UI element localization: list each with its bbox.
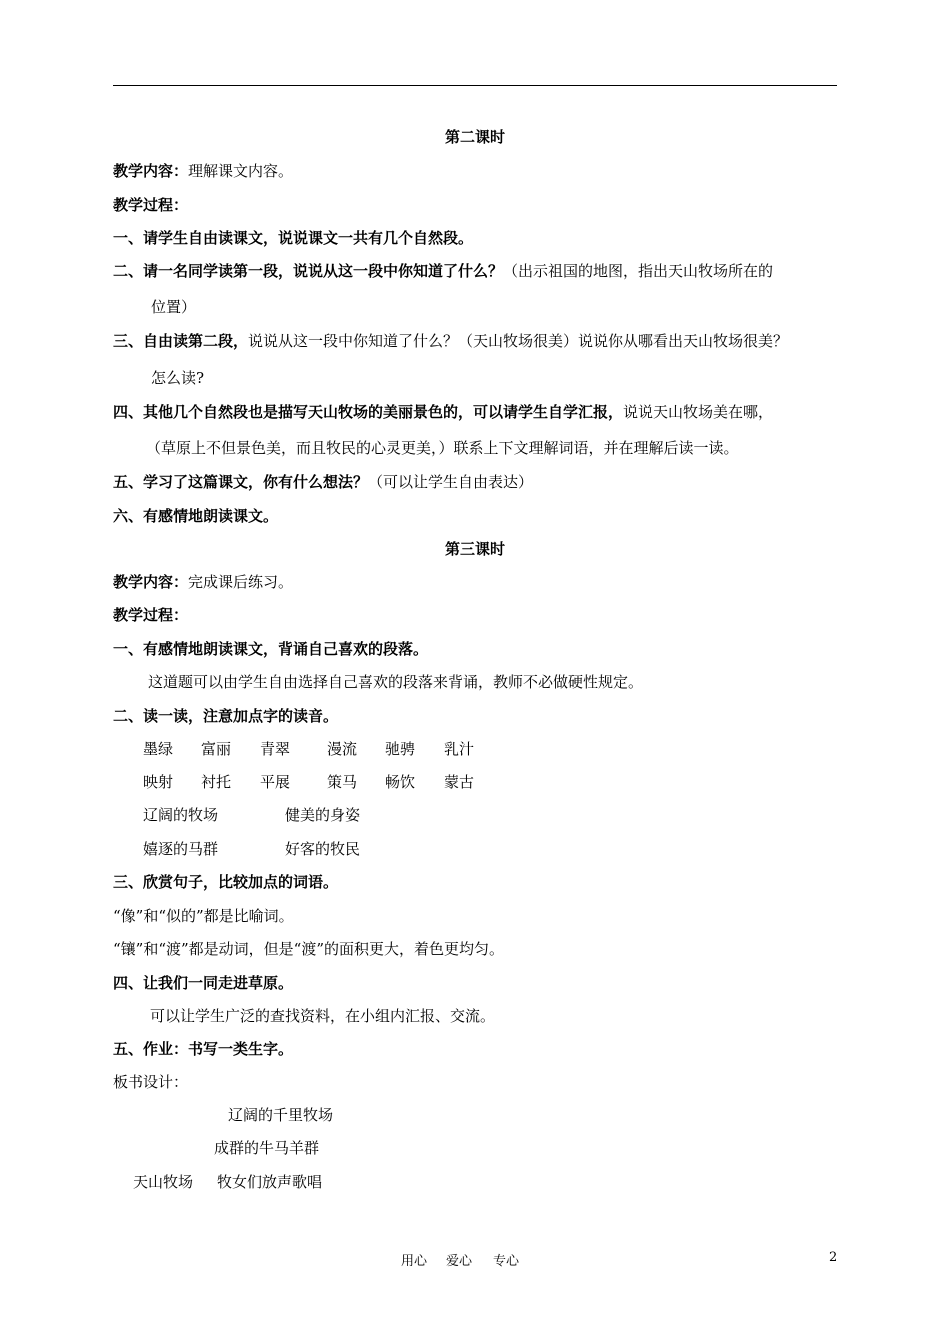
word-item: 蒙古	[444, 773, 475, 791]
word-item: 漫流	[327, 740, 358, 758]
lesson3-step-1: 一、有感情地朗读课文，背诵自己喜欢的段落。	[113, 640, 429, 658]
board-left-label: 天山牧场	[133, 1173, 194, 1191]
word-item: 乳汁	[444, 740, 475, 758]
lesson2-step-2-cont: 位置）	[151, 298, 197, 316]
lesson2-step-4	[113, 402, 773, 422]
word-item: 畅饮	[385, 773, 416, 791]
lesson3-step-3-line2: “镶”和“渡”都是动词，但是“渡”的面积更大，着色更均匀。	[113, 940, 505, 958]
lesson2-step-1: 一、请学生自由读课文，说说课文一共有几个自然段。	[113, 229, 474, 247]
step-5-rest: （可以让学生自由表达）	[368, 473, 534, 491]
content-text: 理解课文内容。	[188, 162, 294, 180]
lesson2-content	[113, 161, 293, 181]
step-2-bold: 二、请一名同学读第一段，说说从这一段中你知道了什么？	[113, 262, 504, 280]
footer-motto-1: 用心	[401, 1254, 428, 1269]
lesson3-step-2: 二、读一读，注意加点字的读音。	[113, 707, 339, 725]
word-item: 富丽	[201, 740, 232, 758]
lesson2-title: 第二课时	[444, 128, 505, 146]
lesson3-step-3-line1: “像”和“似的”都是比喻词。	[113, 907, 294, 925]
step-3-bold: 三、自由读第二段，	[113, 332, 249, 350]
lesson2-step-5	[113, 472, 533, 492]
lesson3-step-3: 三、欣赏句子，比较加点的词语。	[113, 873, 339, 891]
lesson2-step-3	[113, 331, 788, 351]
word-item: 衬托	[201, 773, 232, 791]
lesson3-process-label: 教学过程：	[113, 606, 189, 624]
lesson2-step-3-cont: 怎么读?	[151, 369, 205, 387]
word-item: 映射	[143, 773, 174, 791]
board-design-label: 板书设计：	[113, 1073, 189, 1091]
phrase-item: 辽阔的牧场	[143, 806, 219, 824]
lesson2-step-6: 六、有感情地朗读课文。	[113, 507, 279, 525]
lesson2-process-label: 教学过程：	[113, 196, 189, 214]
word-item: 驰骋	[385, 740, 416, 758]
board-line-3: 牧女们放声歌唱	[217, 1173, 323, 1191]
lesson3-title: 第三课时	[444, 540, 505, 558]
footer-motto-2: 爱心	[446, 1254, 473, 1269]
word-item: 墨绿	[143, 740, 174, 758]
content-text: 完成课后练习。	[188, 573, 294, 591]
lesson3-step-1-note: 这道题可以由学生自由选择自己喜欢的段落来背诵，教师不必做硬性规定。	[148, 673, 644, 691]
step-4-rest: 说说天山牧场美在哪，	[623, 403, 774, 421]
lesson3-step-4: 四、让我们一同走进草原。	[113, 974, 294, 992]
board-line-2: 成群的牛马羊群	[214, 1139, 320, 1157]
step-4-bold: 四、其他几个自然段也是描写天山牧场的美丽景色的，可以请学生自学汇报，	[113, 403, 624, 421]
phrase-item: 健美的身姿	[285, 806, 361, 824]
word-item: 平展	[260, 773, 291, 791]
lesson3-step-5: 五、作业：书写一类生字。	[113, 1040, 294, 1058]
phrase-item: 嬉逐的马群	[143, 840, 219, 858]
content-label: 教学内容：	[113, 162, 189, 180]
step-3-rest: 说说从这一段中你知道了什么？（天山牧场很美）说说你从哪看出天山牧场很美？	[248, 332, 789, 350]
step-2-rest: （出示祖国的地图，指出天山牧场所在的	[503, 262, 774, 280]
lesson2-step-2	[113, 261, 773, 281]
lesson3-step-4-note: 可以让学生广泛的查找资料，在小组内汇报、交流。	[150, 1007, 496, 1025]
board-line-1: 辽阔的千里牧场	[228, 1106, 334, 1124]
word-item: 策马	[327, 773, 358, 791]
phrase-item: 好客的牧民	[285, 840, 361, 858]
content-label: 教学内容：	[113, 573, 189, 591]
header-rule	[113, 85, 837, 86]
footer-motto-3: 专心	[493, 1254, 520, 1269]
word-item: 青翠	[260, 740, 291, 758]
lesson2-step-4-cont: （草原上不但景色美，而且牧民的心灵更美，）联系上下文理解词语，并在理解后读一读。	[146, 439, 739, 457]
lesson3-content	[113, 572, 293, 592]
step-5-bold: 五、学习了这篇课文，你有什么想法？	[113, 473, 369, 491]
page-number: 2	[829, 1250, 838, 1265]
